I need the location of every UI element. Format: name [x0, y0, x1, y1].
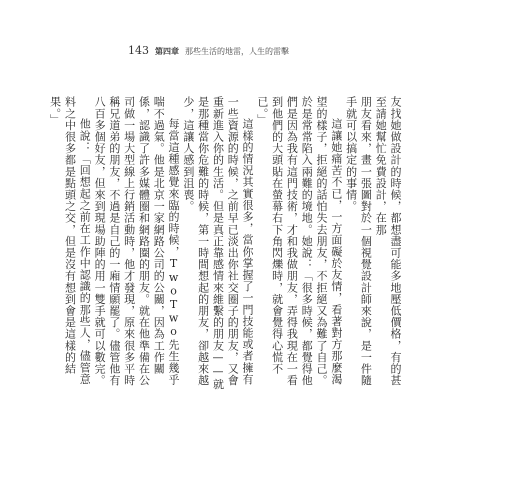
chapter-title: 那些生活的地雷，人生的雷擊: [185, 47, 289, 56]
page-number: 143: [128, 44, 149, 57]
paragraph: 他說：「回想起之前在工作中認識的那些人，儘管意料之中很多都是點頭之交，但是沒有想到會是這樣的結果。」: [48, 96, 92, 385]
body-text: [48, 96, 402, 396]
paragraph: 這讓她痛苦不已，一方面礙於友情，看著對方那麼渴望的樣子，拒絕的話怕失去朋友，不拒絕又為難了自己。於是常常陷入兩難的境地。她說：「很多時候，都覺得他們是因為我有這門技術，才和我做朋友，弄得我現在一看到他們的大頭貼在螢幕右下角閃爍時，就會覺得心慌不已。」: [255, 96, 343, 386]
page-header: [128, 44, 289, 57]
paragraph: 每當這種感覺來臨的時候，TwoTwo先生幾乎喘不過氣。他是北京一家網路公司的公關，因為工作關係，認識了許多媒體圈和網路圈的朋友。就在他準備在公司做一場大型線上行銷活動時，他才發現，原來很多平時稱兄道弟的朋友，不過是自己的一廂情願罷了。儘管他有八百多個好友，但來到現場助陣的用一雙手就可以數完。: [93, 96, 181, 386]
paragraph: 這樣的情況其實很多，當你掌握了一門技能或者擁有一些資源的時候，之前早已淡出你社交圈子的朋友，又會重新進入你的生活。但是真正靠感情來維繫的朋友——就是那種當你危難的時候，第一時間想起的朋友，卻越來越少，這讓人感到沮喪。: [181, 96, 255, 390]
paragraph: 友找她做設計的時候，都想盡可能多地壓低價格，有的甚至請她幫忙免費設計，在那: [374, 96, 402, 386]
paragraph: 朋友看來，畫一張圖對於一個視覺設計師來說，是一件隨手就可以搞定的事情。: [344, 96, 373, 386]
chapter-label: 第四章: [155, 46, 179, 56]
